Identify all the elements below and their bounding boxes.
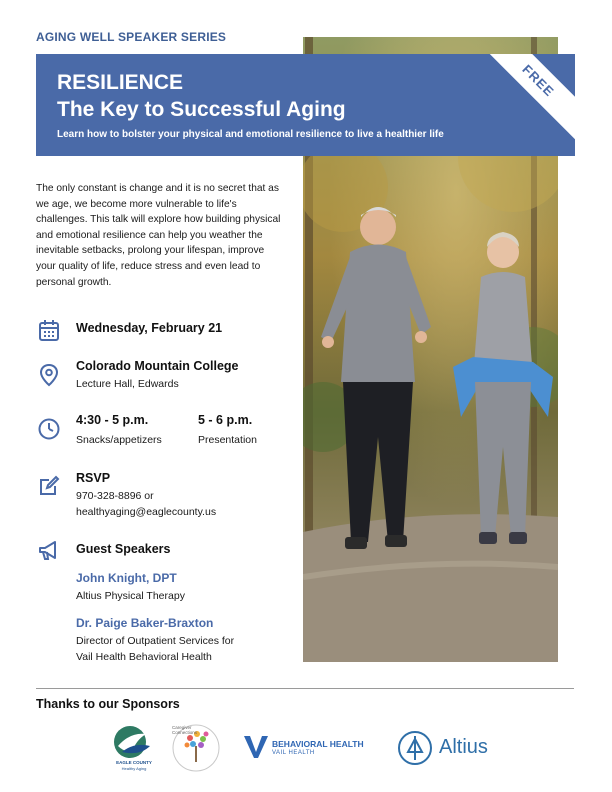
caregiver-name: Caregiver <box>172 725 192 730</box>
caregiver-name-2: Connections <box>172 730 198 735</box>
megaphone-icon <box>36 538 62 564</box>
location-row <box>36 358 296 398</box>
eagle-county-tagline: Healthy Aging <box>121 766 147 771</box>
date-row <box>36 316 296 344</box>
venue-room: Lecture Hall, Edwards <box>76 378 179 390</box>
time-slot-2: 5 - 6 p.m. <box>198 413 253 427</box>
rsvp-email[interactable]: healthyaging@eaglecounty.us <box>76 506 217 518</box>
eagle-county-logo <box>108 722 158 776</box>
venue-name: Colorado Mountain College <box>76 359 239 373</box>
rsvp-row <box>36 470 296 524</box>
speaker-1-org: Altius Physical Therapy <box>76 590 185 602</box>
speaker-2-name: Dr. Paige Baker-Braxton <box>76 616 214 630</box>
altius-logo <box>397 730 507 766</box>
calendar-icon <box>36 318 62 344</box>
time-slot-1: 4:30 - 5 p.m. <box>76 413 149 427</box>
title-banner <box>36 54 575 156</box>
speaker-1-name: John Knight, DPT <box>76 571 177 585</box>
map-pin-icon <box>36 362 62 388</box>
speakers-section <box>36 538 298 668</box>
vail-health-logo <box>242 734 364 764</box>
vail-health-line1: BEHAVIORAL HEALTH <box>272 739 364 749</box>
intro-paragraph: The only constant is change and it is no secret that as we age, we become more vulnerable to life's challenges. This talk will explore how building physical and emotional resilience can help you weather the inevitable setbacks, prolong your lifespan, improve your quality of life, reduce stress and even lead to personal growth. <box>36 183 281 288</box>
time-slot-2-label: Presentation <box>198 434 257 446</box>
free-ribbon: FREE <box>474 54 575 145</box>
divider <box>36 688 574 689</box>
speaker-2-org: Vail Health Behavioral Health <box>76 651 212 663</box>
event-date: Wednesday, February 21 <box>76 321 223 335</box>
eagle-county-name: EAGLE COUNTY <box>116 760 152 765</box>
edit-icon <box>36 473 62 499</box>
time-row <box>36 412 296 452</box>
clock-icon <box>36 416 62 442</box>
banner-subtitle: Learn how to bolster your physical and emotional resilience to live a healthier life <box>57 129 444 140</box>
sponsors-title: Thanks to our Sponsors <box>36 697 180 711</box>
series-label: AGING WELL SPEAKER SERIES <box>36 30 227 44</box>
speakers-title: Guest Speakers <box>76 542 171 556</box>
banner-headline: The Key to Successful Aging <box>57 98 346 121</box>
rsvp-phone: 970-328-8896 or <box>76 490 154 502</box>
time-slot-1-label: Snacks/appetizers <box>76 434 162 446</box>
speaker-2-title: Director of Outpatient Services for <box>76 635 235 647</box>
altius-name: Altius <box>439 736 488 758</box>
banner-title: RESILIENCE <box>57 71 184 94</box>
rsvp-title: RSVP <box>76 471 111 485</box>
caregiver-connections-logo <box>170 722 222 774</box>
vail-health-line2: VAIL HEALTH <box>272 750 315 756</box>
